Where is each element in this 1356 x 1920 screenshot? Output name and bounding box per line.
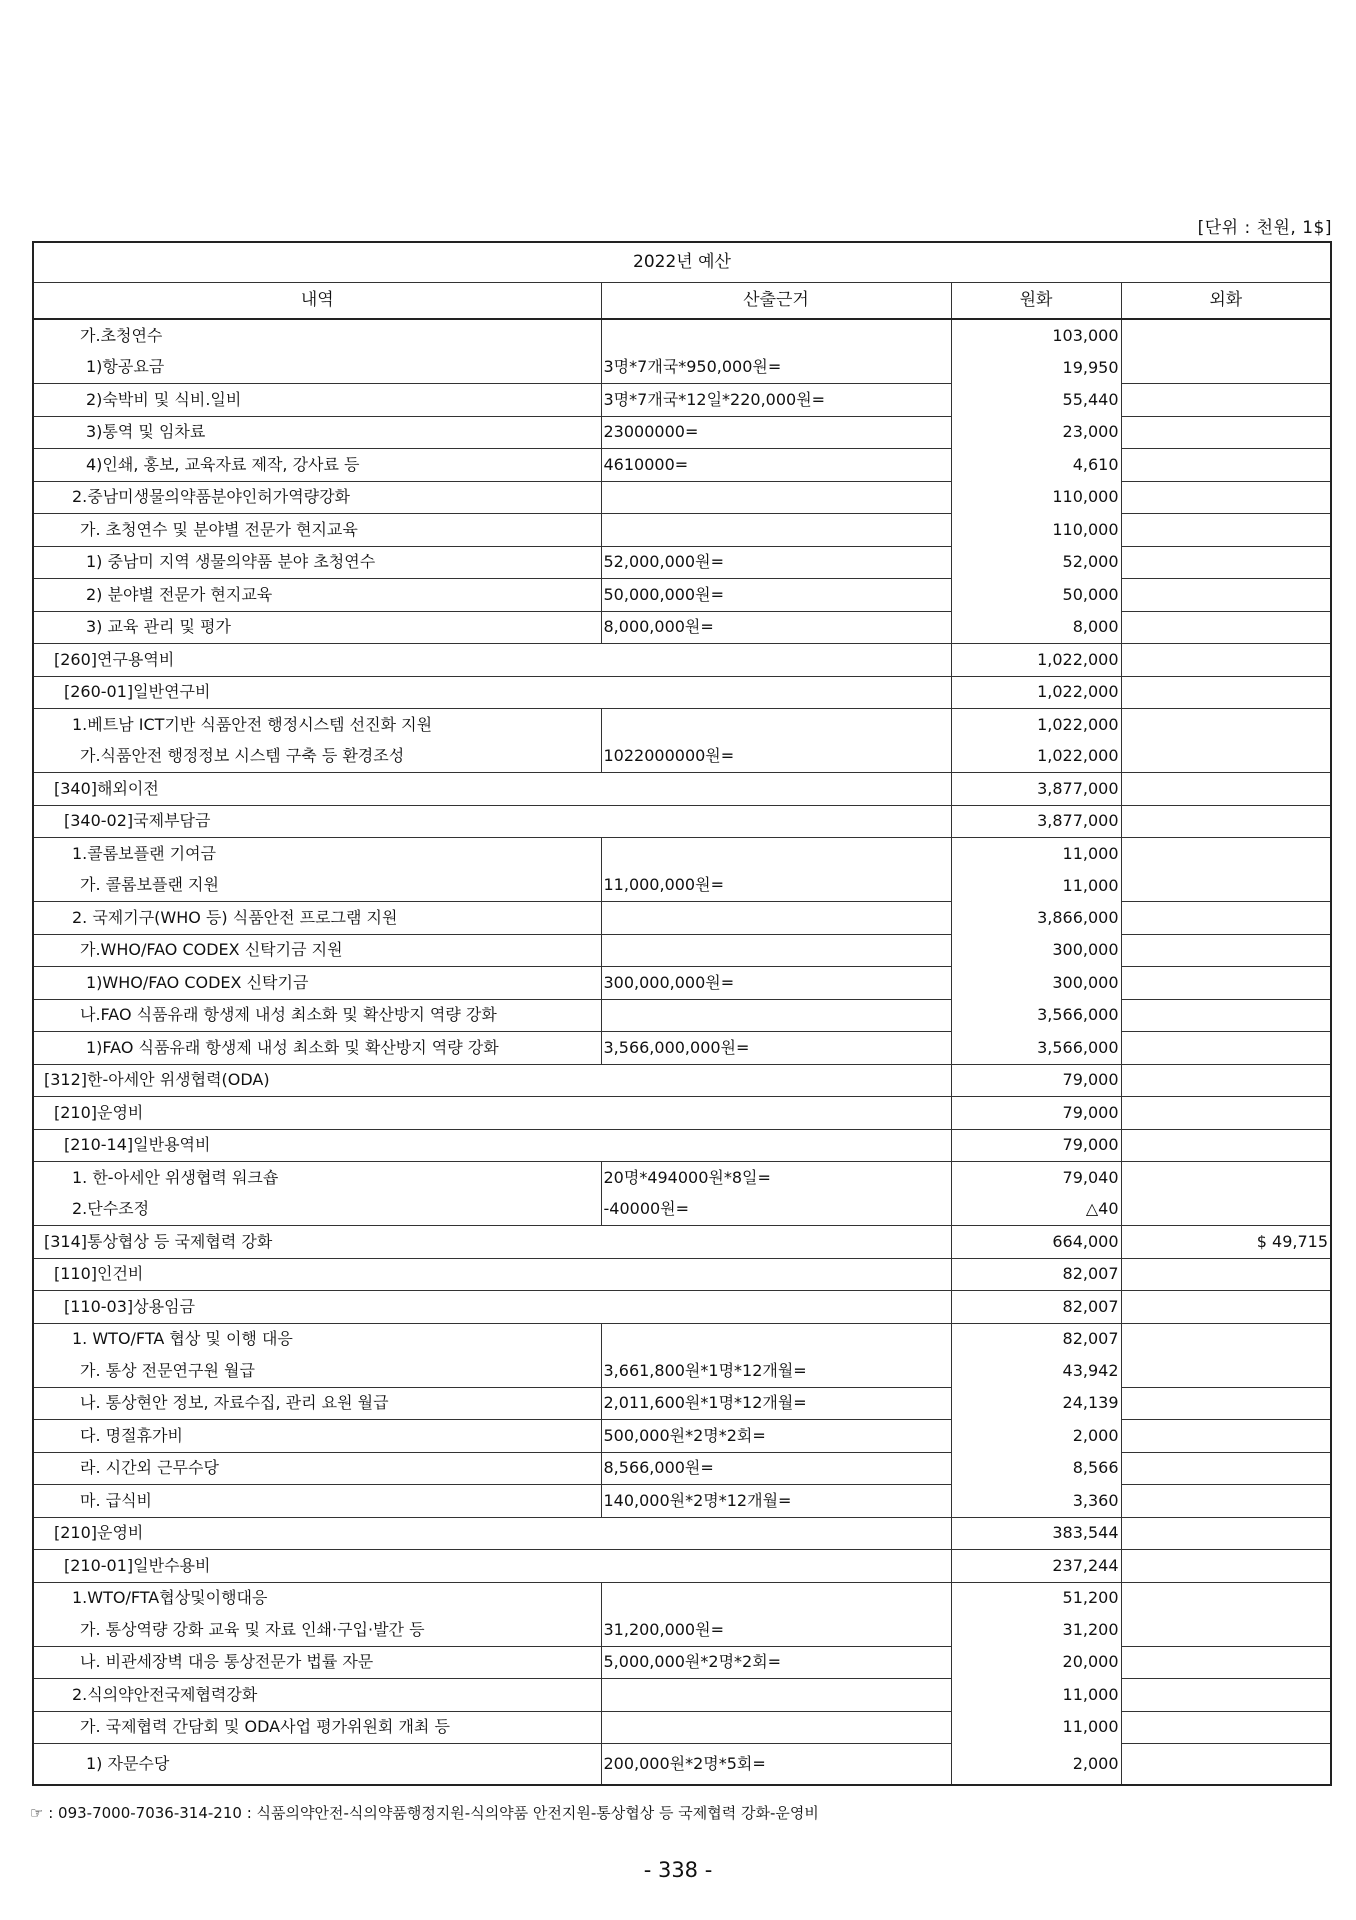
table-row <box>33 741 1331 773</box>
row-basis: 52,000,000원= <box>601 546 951 579</box>
table-row <box>33 1387 1331 1420</box>
budget-table <box>32 241 1332 1786</box>
row-foreign-amount <box>1121 1323 1331 1355</box>
table-row <box>33 416 1331 449</box>
row-basis: 8,000,000원= <box>601 611 951 644</box>
row-description: 나. 통상현안 정보, 자료수집, 관리 요원 월급 <box>33 1387 601 1420</box>
header-description: 내역 <box>33 283 601 320</box>
row-foreign-amount <box>1121 967 1331 1000</box>
table-row <box>33 1550 1331 1583</box>
table-row <box>33 1162 1331 1194</box>
row-foreign-amount <box>1121 741 1331 773</box>
table-row <box>33 999 1331 1032</box>
table-row <box>33 1517 1331 1550</box>
row-foreign-amount <box>1121 1550 1331 1583</box>
row-basis: 31,200,000원= <box>601 1614 951 1646</box>
row-description: 가. 국제협력 간담회 및 ODA사업 평가위원회 개최 등 <box>33 1711 601 1744</box>
row-description: 가. 콜롬보플랜 지원 <box>33 870 601 902</box>
table-row <box>33 1679 1331 1712</box>
table-row <box>33 967 1331 1000</box>
table-row <box>33 1646 1331 1679</box>
row-foreign-amount <box>1121 319 1331 352</box>
row-krw-amount: 43,942 <box>951 1355 1121 1387</box>
row-description: 2.중남미생물의약품분야인허가역량강화 <box>33 481 601 514</box>
table-row <box>33 1097 1331 1130</box>
table-row <box>33 384 1331 417</box>
row-foreign-amount <box>1121 805 1331 838</box>
row-description: 2. 국제기구(WHO 등) 식품안전 프로그램 지원 <box>33 902 601 935</box>
row-krw-amount: 51,200 <box>951 1582 1121 1614</box>
header-krw: 원화 <box>951 283 1121 320</box>
row-description: 3)통역 및 임차료 <box>33 416 601 449</box>
row-basis: 2,011,600원*1명*12개월= <box>601 1387 951 1420</box>
row-description: 라. 시간외 근무수당 <box>33 1452 601 1485</box>
table-row <box>33 1452 1331 1485</box>
row-description: 가. 통상역량 강화 교육 및 자료 인쇄·구입·발간 등 <box>33 1614 601 1646</box>
table-row <box>33 514 1331 547</box>
row-description: 1)항공요금 <box>33 352 601 384</box>
row-krw-amount: 79,040 <box>951 1162 1121 1194</box>
row-foreign-amount <box>1121 416 1331 449</box>
row-krw-amount: 50,000 <box>951 579 1121 612</box>
row-foreign-amount <box>1121 384 1331 417</box>
row-krw-amount: 11,000 <box>951 838 1121 870</box>
table-row <box>33 1258 1331 1291</box>
row-basis <box>601 319 951 352</box>
table-row <box>33 1420 1331 1453</box>
row-krw-amount: 664,000 <box>951 1226 1121 1259</box>
row-basis: -40000원= <box>601 1194 951 1226</box>
table-row <box>33 481 1331 514</box>
row-krw-amount: 237,244 <box>951 1550 1121 1583</box>
row-krw-amount: 11,000 <box>951 1711 1121 1744</box>
row-description: 2)숙박비 및 식비.일비 <box>33 384 601 417</box>
table-row <box>33 1226 1331 1259</box>
row-basis <box>601 481 951 514</box>
row-krw-amount: 1,022,000 <box>951 676 1121 709</box>
row-description: 1) 자문수당 <box>33 1744 601 1786</box>
row-foreign-amount <box>1121 934 1331 967</box>
row-krw-amount: 3,877,000 <box>951 773 1121 806</box>
row-description: [260]연구용역비 <box>33 644 951 677</box>
table-header-row <box>33 283 1331 320</box>
row-krw-amount: 300,000 <box>951 934 1121 967</box>
row-basis <box>601 1582 951 1614</box>
row-description: 가. 통상 전문연구원 월급 <box>33 1355 601 1387</box>
row-basis <box>601 934 951 967</box>
table-row <box>33 838 1331 870</box>
row-foreign-amount <box>1121 1646 1331 1679</box>
table-row <box>33 1194 1331 1226</box>
table-row <box>33 449 1331 482</box>
row-krw-amount: 52,000 <box>951 546 1121 579</box>
table-row <box>33 352 1331 384</box>
row-foreign-amount <box>1121 676 1331 709</box>
row-foreign-amount <box>1121 838 1331 870</box>
page-number: - 338 - <box>643 1858 713 1882</box>
row-krw-amount: 1,022,000 <box>951 741 1121 773</box>
row-description: 1. 한-아세안 위생협력 워크숍 <box>33 1162 601 1194</box>
row-description: 1.콜롬보플랜 기여금 <box>33 838 601 870</box>
row-basis: 11,000,000원= <box>601 870 951 902</box>
row-foreign-amount <box>1121 644 1331 677</box>
account-code-note: ☞ : 093-7000-7036-314-210 : 식품의약안전-식의약품행정지원-식의약품 안전지원-통상협상 등 국제협력 강화-운영비 <box>30 1804 819 1822</box>
row-krw-amount: 79,000 <box>951 1064 1121 1097</box>
table-row <box>33 1323 1331 1355</box>
row-krw-amount: 4,610 <box>951 449 1121 482</box>
row-foreign-amount <box>1121 546 1331 579</box>
row-krw-amount: 383,544 <box>951 1517 1121 1550</box>
table-row <box>33 1614 1331 1646</box>
row-basis <box>601 838 951 870</box>
row-krw-amount: 103,000 <box>951 319 1121 352</box>
row-foreign-amount <box>1121 579 1331 612</box>
table-row <box>33 546 1331 579</box>
row-foreign-amount <box>1121 870 1331 902</box>
row-description: 다. 명절휴가비 <box>33 1420 601 1453</box>
table-row <box>33 709 1331 741</box>
row-basis <box>601 514 951 547</box>
row-description: [210-14]일반용역비 <box>33 1129 951 1162</box>
row-krw-amount: 82,007 <box>951 1323 1121 1355</box>
row-foreign-amount <box>1121 1614 1331 1646</box>
row-foreign-amount <box>1121 1258 1331 1291</box>
row-basis <box>601 1323 951 1355</box>
row-foreign-amount <box>1121 1129 1331 1162</box>
row-basis: 1022000000원= <box>601 741 951 773</box>
row-description: 가.초청연수 <box>33 319 601 352</box>
table-row <box>33 805 1331 838</box>
row-description: 1) 중남미 지역 생물의약품 분야 초청연수 <box>33 546 601 579</box>
row-foreign-amount <box>1121 611 1331 644</box>
row-description: 1.WTO/FTA협상및이행대응 <box>33 1582 601 1614</box>
row-basis <box>601 999 951 1032</box>
row-krw-amount: 11,000 <box>951 870 1121 902</box>
row-krw-amount: 1,022,000 <box>951 644 1121 677</box>
row-krw-amount: 8,566 <box>951 1452 1121 1485</box>
table-row <box>33 1291 1331 1324</box>
row-basis: 3,566,000,000원= <box>601 1032 951 1065</box>
row-basis <box>601 709 951 741</box>
row-description: [260-01]일반연구비 <box>33 676 951 709</box>
row-krw-amount: 23,000 <box>951 416 1121 449</box>
row-description: [340]해외이전 <box>33 773 951 806</box>
row-krw-amount: 79,000 <box>951 1129 1121 1162</box>
row-basis: 200,000원*2명*5회= <box>601 1744 951 1786</box>
row-description: 마. 급식비 <box>33 1485 601 1518</box>
table-row <box>33 773 1331 806</box>
row-basis: 5,000,000원*2명*2회= <box>601 1646 951 1679</box>
table-row <box>33 676 1331 709</box>
row-basis: 300,000,000원= <box>601 967 951 1000</box>
row-foreign-amount <box>1121 1582 1331 1614</box>
row-foreign-amount <box>1121 1162 1331 1194</box>
row-krw-amount: 110,000 <box>951 514 1121 547</box>
row-krw-amount: 8,000 <box>951 611 1121 644</box>
table-row <box>33 579 1331 612</box>
row-krw-amount: 2,000 <box>951 1744 1121 1786</box>
row-foreign-amount: $ 49,715 <box>1121 1226 1331 1259</box>
row-foreign-amount <box>1121 449 1331 482</box>
row-foreign-amount <box>1121 1711 1331 1744</box>
table-row <box>33 1064 1331 1097</box>
row-basis: 3명*7개국*950,000원= <box>601 352 951 384</box>
table-row <box>33 644 1331 677</box>
header-foreign: 외화 <box>1121 283 1331 320</box>
row-description: [210]운영비 <box>33 1517 951 1550</box>
row-krw-amount: 55,440 <box>951 384 1121 417</box>
row-krw-amount: 2,000 <box>951 1420 1121 1453</box>
row-krw-amount: 31,200 <box>951 1614 1121 1646</box>
row-foreign-amount <box>1121 1517 1331 1550</box>
table-row <box>33 1582 1331 1614</box>
row-description: 2.단수조정 <box>33 1194 601 1226</box>
table-row <box>33 1485 1331 1518</box>
row-foreign-amount <box>1121 1744 1331 1786</box>
row-foreign-amount <box>1121 709 1331 741</box>
row-foreign-amount <box>1121 1097 1331 1130</box>
table-row <box>33 902 1331 935</box>
row-basis: 3,661,800원*1명*12개월= <box>601 1355 951 1387</box>
row-description: [110]인건비 <box>33 1258 951 1291</box>
row-foreign-amount <box>1121 1032 1331 1065</box>
row-basis: 50,000,000원= <box>601 579 951 612</box>
row-description: 2) 분야별 전문가 현지교육 <box>33 579 601 612</box>
row-foreign-amount <box>1121 1420 1331 1453</box>
row-foreign-amount <box>1121 514 1331 547</box>
row-foreign-amount <box>1121 1485 1331 1518</box>
row-foreign-amount <box>1121 1452 1331 1485</box>
row-krw-amount: 3,360 <box>951 1485 1121 1518</box>
row-description: 1. WTO/FTA 협상 및 이행 대응 <box>33 1323 601 1355</box>
table-row <box>33 1129 1331 1162</box>
row-foreign-amount <box>1121 1355 1331 1387</box>
row-krw-amount: 3,566,000 <box>951 1032 1121 1065</box>
table-row <box>33 319 1331 352</box>
row-description: [110-03]상용임금 <box>33 1291 951 1324</box>
row-krw-amount: 82,007 <box>951 1291 1121 1324</box>
row-basis: 140,000원*2명*12개월= <box>601 1485 951 1518</box>
row-krw-amount: 300,000 <box>951 967 1121 1000</box>
table-title: 2022년 예산 <box>33 242 1331 283</box>
row-basis: 4610000= <box>601 449 951 482</box>
row-foreign-amount <box>1121 902 1331 935</box>
table-title-row <box>33 242 1331 283</box>
row-description: [314]통상협상 등 국제협력 강화 <box>33 1226 951 1259</box>
row-foreign-amount <box>1121 1064 1331 1097</box>
row-krw-amount: △40 <box>951 1194 1121 1226</box>
header-basis: 산출근거 <box>601 283 951 320</box>
row-description: [312]한-아세안 위생협력(ODA) <box>33 1064 951 1097</box>
row-foreign-amount <box>1121 773 1331 806</box>
row-krw-amount: 24,139 <box>951 1387 1121 1420</box>
table-row <box>33 1032 1331 1065</box>
row-description: [340-02]국제부담금 <box>33 805 951 838</box>
table-row <box>33 1355 1331 1387</box>
row-krw-amount: 110,000 <box>951 481 1121 514</box>
row-krw-amount: 3,877,000 <box>951 805 1121 838</box>
row-krw-amount: 11,000 <box>951 1679 1121 1712</box>
row-description: [210-01]일반수용비 <box>33 1550 951 1583</box>
row-basis <box>601 1679 951 1712</box>
unit-label: [단위 : 천원, 1$] <box>1197 218 1332 238</box>
row-basis: 23000000= <box>601 416 951 449</box>
row-krw-amount: 82,007 <box>951 1258 1121 1291</box>
row-foreign-amount <box>1121 1194 1331 1226</box>
row-description: 가. 초청연수 및 분야별 전문가 현지교육 <box>33 514 601 547</box>
row-description: 나.FAO 식품유래 항생제 내성 최소화 및 확산방지 역량 강화 <box>33 999 601 1032</box>
row-krw-amount: 3,866,000 <box>951 902 1121 935</box>
row-description: 2.식의약안전국제협력강화 <box>33 1679 601 1712</box>
table-row <box>33 1744 1331 1786</box>
row-description: [210]운영비 <box>33 1097 951 1130</box>
row-foreign-amount <box>1121 999 1331 1032</box>
row-krw-amount: 1,022,000 <box>951 709 1121 741</box>
row-description: 4)인쇄, 홍보, 교육자료 제작, 강사료 등 <box>33 449 601 482</box>
table-row <box>33 870 1331 902</box>
row-basis: 3명*7개국*12일*220,000원= <box>601 384 951 417</box>
row-foreign-amount <box>1121 352 1331 384</box>
row-basis: 8,566,000원= <box>601 1452 951 1485</box>
row-foreign-amount <box>1121 1679 1331 1712</box>
row-description: 1)WHO/FAO CODEX 신탁기금 <box>33 967 601 1000</box>
row-description: 1.베트남 ICT기반 식품안전 행정시스템 선진화 지원 <box>33 709 601 741</box>
row-description: 가.WHO/FAO CODEX 신탁기금 지원 <box>33 934 601 967</box>
table-row <box>33 934 1331 967</box>
row-krw-amount: 79,000 <box>951 1097 1121 1130</box>
table-row <box>33 1711 1331 1744</box>
row-description: 3) 교육 관리 및 평가 <box>33 611 601 644</box>
row-krw-amount: 20,000 <box>951 1646 1121 1679</box>
row-basis: 20명*494000원*8일= <box>601 1162 951 1194</box>
row-krw-amount: 19,950 <box>951 352 1121 384</box>
row-foreign-amount <box>1121 1291 1331 1324</box>
row-basis <box>601 1711 951 1744</box>
row-basis: 500,000원*2명*2회= <box>601 1420 951 1453</box>
row-krw-amount: 3,566,000 <box>951 999 1121 1032</box>
row-foreign-amount <box>1121 1387 1331 1420</box>
row-description: 가.식품안전 행정정보 시스템 구축 등 환경조성 <box>33 741 601 773</box>
table-row <box>33 611 1331 644</box>
row-description: 1)FAO 식품유래 항생제 내성 최소화 및 확산방지 역량 강화 <box>33 1032 601 1065</box>
row-foreign-amount <box>1121 481 1331 514</box>
row-description: 나. 비관세장벽 대응 통상전문가 법률 자문 <box>33 1646 601 1679</box>
row-basis <box>601 902 951 935</box>
